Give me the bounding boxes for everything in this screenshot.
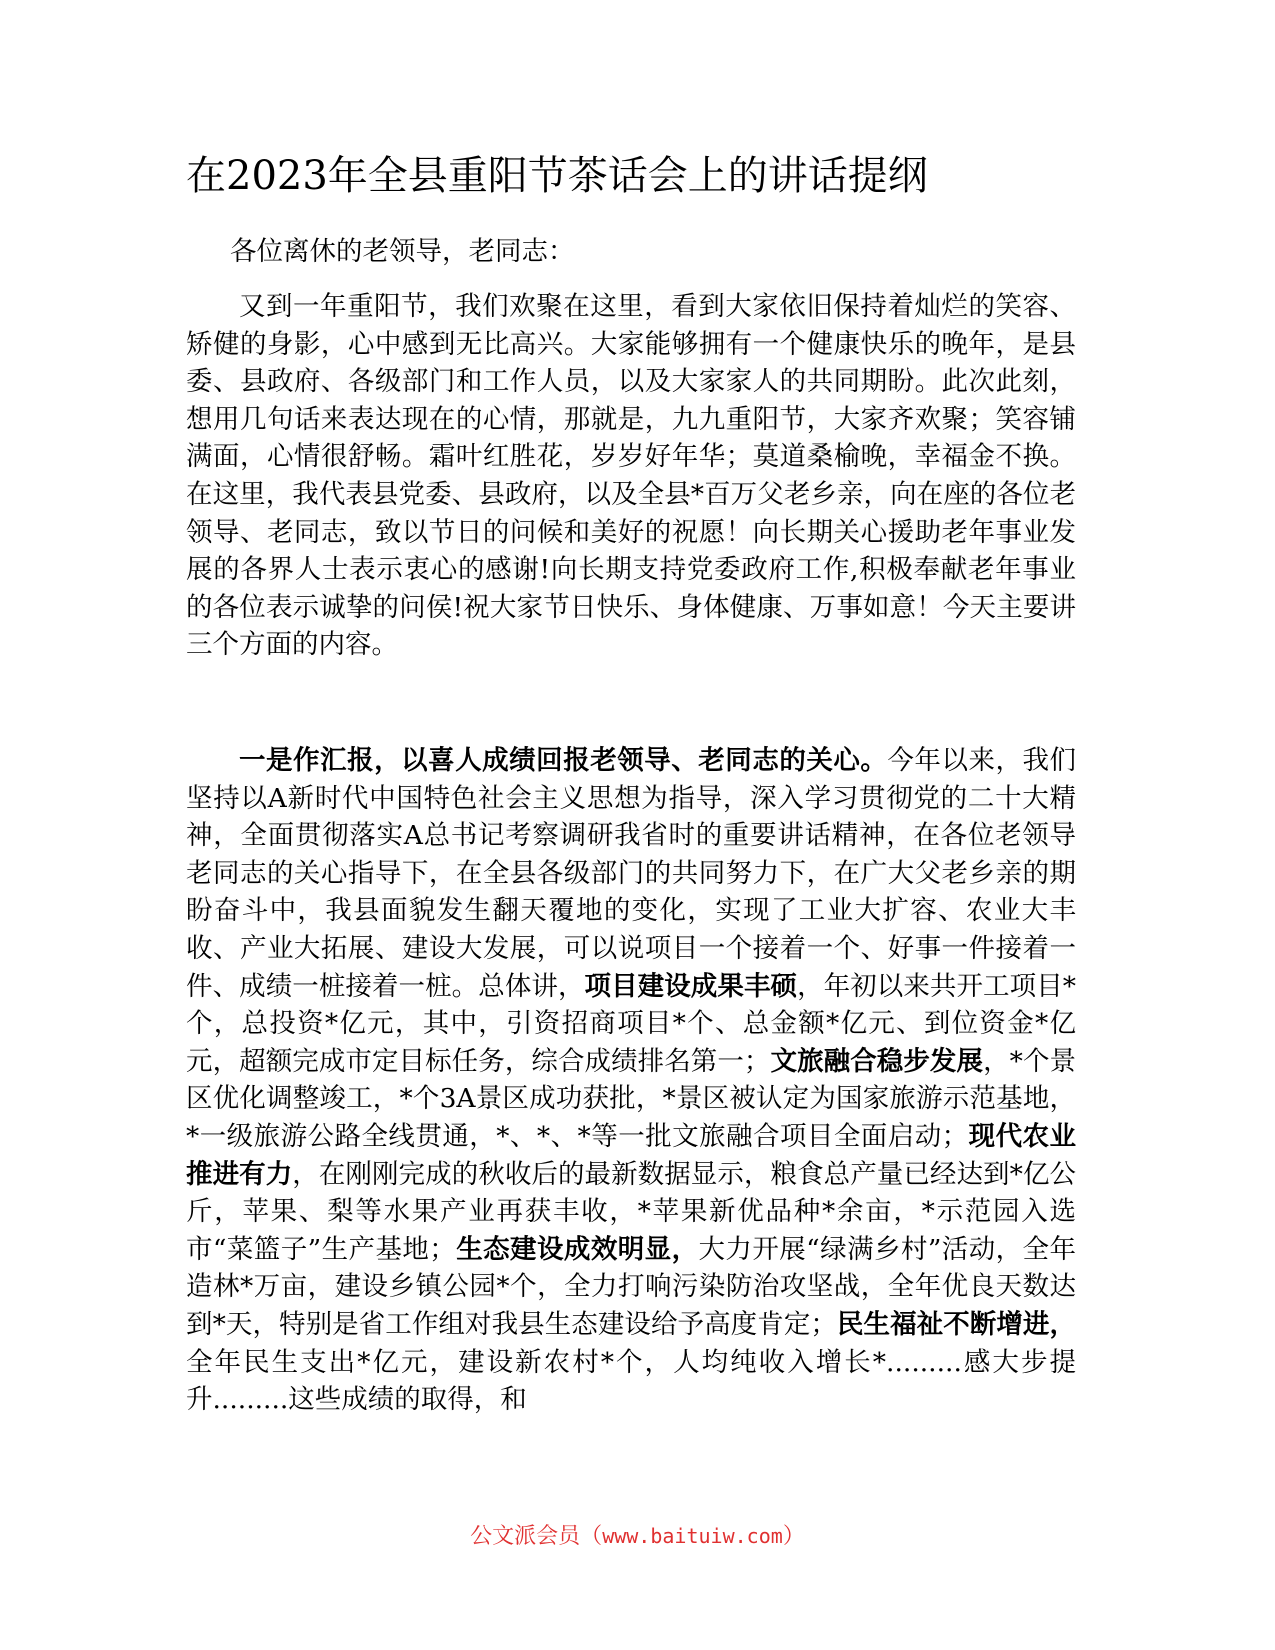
- paragraph-text: ，年初以来共开工项目*个，总投资*亿元，其中，引资招商项目*个、总金额*亿元、到位资金*亿元，超额完成市定目标任务，综合成绩排名第一；: [186, 970, 1077, 1077]
- bold-phrase-projects: 项目建设成果丰硕: [584, 970, 798, 1002]
- salutation: 各位离休的老领导，老同志：: [230, 236, 575, 267]
- footer-watermark: [0, 1520, 1275, 1553]
- footer-url[interactable]: www.baituiw.com: [602, 1524, 783, 1548]
- paragraph-text: ，在刚刚完成的秋收后的最新数据显示，粮食总产量已经达到*亿公斤，苹果、梨等水果产业再获丰收，*苹果新优品种*余亩，*示范园入选市“菜篮子”生产基地；: [186, 1158, 1077, 1265]
- paragraph-text: 大力开展“绿满乡村”活动，全年造林*万亩，建设乡镇公园*个，全力打响污染防治攻坚战，全年优良天数达到*天，特别是省工作组对我县生态建设给予高度肯定；: [186, 1233, 1076, 1340]
- footer-label: 公文派会员（: [470, 1524, 603, 1549]
- paragraph-text: 今年以来，我们坚持以A新时代中国特色社会主义思想为指导，深入学习贯彻党的二十大精神，全面贯彻落实A总书记考察调研我省时的重要讲话精神，在各位老领导老同志的关心指导下，在全县各级部门的共同努力下，在广大父老乡亲的期盼奋斗中，我县面貌发生翻天覆地的变化，实现了工业大扩容、农业大丰收、产业大拓展、建设大发展，可以说项目一个接着一个、好事一件接着一件、成绩一桩接着一桩。总体讲，: [186, 745, 1077, 1002]
- bold-phrase-agriculture: 现代农业推进有力: [186, 1120, 1077, 1190]
- document-title: 在2023年全县重阳节茶话会上的讲话提纲: [186, 153, 928, 199]
- bold-phrase-livelihood: 民生福祉不断增进，: [836, 1308, 1077, 1340]
- section-heading: 一是作汇报，以喜人成绩回报老领导、老同志的关心。: [239, 745, 888, 776]
- footer-close: ）: [782, 1524, 805, 1549]
- paragraph-opening: 又到一年重阳节，我们欢聚在这里，看到大家依旧保持着灿烂的笑容、矫健的身影，心中感到无比高兴。大家能够拥有一个健康快乐的晚年，是县委、县政府、各级部门和工作人员，以及大家家人的共同期盼。此次此刻，想用几句话来表达现在的心情，那就是，九九重阳节，大家齐欢聚；笑容铺满面，心情很舒畅。霜叶红胜花，岁岁好年华；莫道桑榆晚，幸福金不换。在这里，我代表县党委、县政府，以及全县*百万父老乡亲，向在座的各位老领导、老同志，致以节日的问候和美好的祝愿！向长期关心援助老年事业发展的各界人士表示衷心的感谢!向长期支持党委政府工作,积极奉献老年事业的各位表示诚挚的问侯!祝大家节日快乐、身体健康、万事如意！今天主要讲三个方面的内容。: [186, 291, 1076, 661]
- bold-phrase-ecology: 生态建设成效明显，: [455, 1233, 699, 1265]
- paragraph-report: [186, 742, 1076, 1419]
- bold-phrase-tourism: 文旅融合稳步发展: [770, 1045, 984, 1077]
- paragraph-text: 全年民生支出*亿元，建设新农村*个，人均纯收入增长*.........感大步提升.........这些成绩的取得，和: [186, 1346, 1076, 1416]
- paragraph-text: ，*个景区优化调整竣工，*个3A景区成功获批，*景区被认定为国家旅游示范基地，*一级旅游公路全线贯通，*、*、*等一批文旅融合项目全面启动；: [186, 1045, 1077, 1152]
